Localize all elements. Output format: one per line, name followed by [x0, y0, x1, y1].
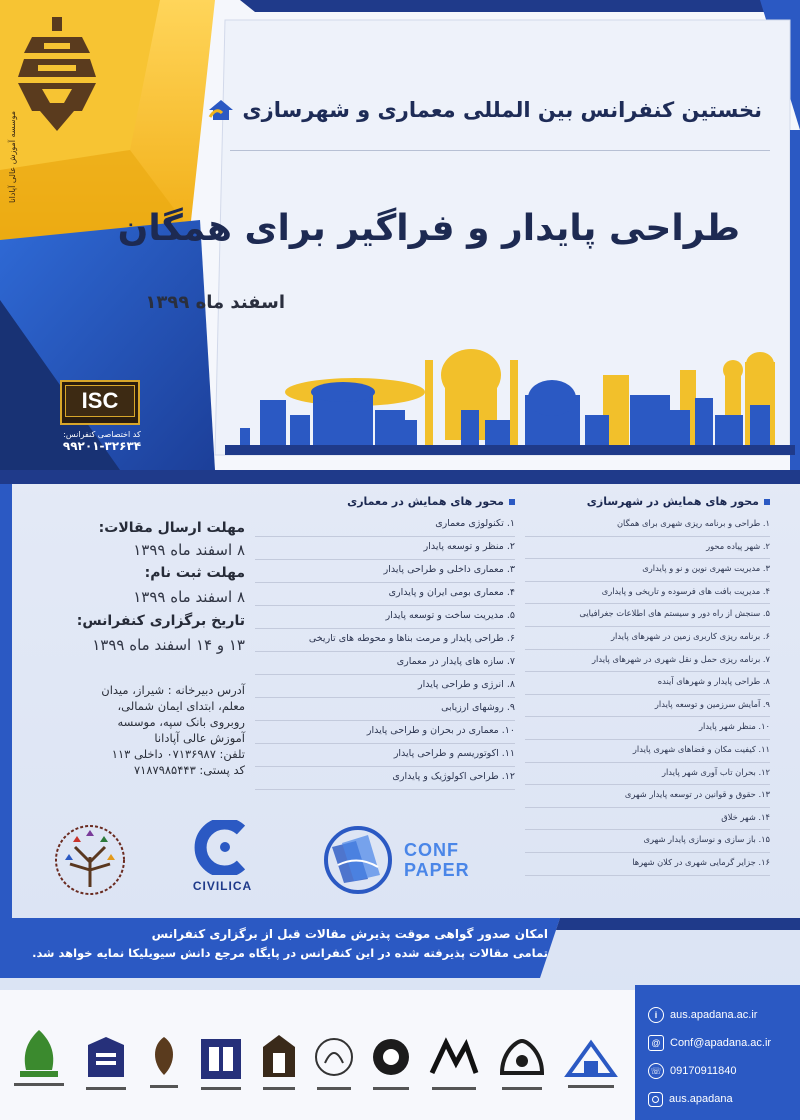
topic-item: ۸. طراحی پایدار و شهرهای آینده — [525, 672, 770, 695]
topic-item: ۶. طراحی پایدار و مرمت بناها و محوطه های تاریخی — [255, 629, 515, 652]
banner-line-2: تمامی مقالات پذیرفته شده در این کنفرانس در پایگاه مرجع دانش سیویلیکا نمایه خواهد شد. — [32, 946, 548, 960]
topic-item: ۱۶. جزایر گرمایی شهری در کلان شهرها — [525, 853, 770, 876]
conference-title: نخستین کنفرانس بین المللی معماری و شهرسازی — [242, 98, 762, 122]
left-accent-bar — [0, 484, 12, 924]
title-divider — [230, 150, 770, 151]
phone-line: تلفن: ۰۷۱۳۶۹۸۷ داخلی ۱۱۳ — [111, 747, 245, 761]
phone-row[interactable] — [648, 1059, 798, 1083]
conference-title-row — [202, 98, 762, 122]
bullet-icon — [764, 499, 770, 505]
theme-title: طراحی پایدار و فراگیر برای همگان — [117, 208, 740, 249]
architecture-heading: محور های همایش در معماری — [347, 495, 504, 508]
topic-item: ۷. برنامه ریزی حمل و نقل شهری در شهرهای پایدار — [525, 650, 770, 673]
civilica-logo: CIVILICA — [185, 820, 260, 900]
topic-item: ۳. مدیریت شهری نوین و نو و پایداری — [525, 559, 770, 582]
conference-date-value: ۱۳ و ۱۴ اسفند ماه ۱۳۹۹ — [92, 636, 245, 654]
topic-item: ۱۰. منظر شهر پایدار — [525, 717, 770, 740]
sponsor-logo-1 — [10, 1025, 68, 1095]
address-line: معلم، ابتدای ایمان شمالی، — [117, 699, 245, 713]
topic-item: ۵. سنجش از راه دور و سیستم های اطلاعات جغرافیایی — [525, 604, 770, 627]
sponsor-logo-4 — [197, 1033, 245, 1095]
urbanism-topics — [525, 495, 770, 876]
topic-item: ۹. روشهای ارزیابی — [255, 698, 515, 721]
house-icon — [208, 99, 234, 121]
urbanism-heading: محور های همایش در شهرسازی — [586, 495, 759, 508]
topic-item: ۱۰. معماری در بحران و طراحی پایدار — [255, 721, 515, 744]
phone-text: 09170911840 — [670, 1065, 737, 1077]
topic-item: ۷. سازه های پایدار در معماری — [255, 652, 515, 675]
submission-value: ۸ اسفند ماه ۱۳۹۹ — [133, 541, 245, 559]
topic-item: ۳. معماری داخلی و طراحی پایدار — [255, 560, 515, 583]
topic-item: ۱۵. باز سازی و نوسازی پایدار شهری — [525, 830, 770, 853]
topic-item: ۴. مدیریت بافت های فرسوده و تاریخی و پایداری — [525, 582, 770, 605]
paper-text: PAPER — [404, 860, 470, 880]
secretariat-address — [30, 682, 245, 778]
website-text: aus.apadana.ac.ir — [670, 1009, 758, 1021]
sponsor-logo-9 — [496, 1033, 548, 1095]
conf-paper-icon — [318, 825, 398, 895]
sponsor-logo-10 — [562, 1033, 620, 1095]
sponsor-logo-2 — [82, 1035, 130, 1095]
conf-text: CONF — [404, 840, 459, 860]
deadlines — [30, 518, 245, 658]
sponsor-logos — [10, 1015, 620, 1095]
topic-item: ۱۱. کیفیت مکان و فضاهای شهری پایدار — [525, 740, 770, 763]
topic-item: ۱۳. حقوق و قوانین در توسعه پایدار شهری — [525, 785, 770, 808]
email-icon: @ — [648, 1035, 664, 1051]
email-row[interactable] — [648, 1031, 798, 1055]
isc-logo: ISC — [60, 380, 140, 425]
address-line: آدرس دبیرخانه : شیراز، میدان — [101, 683, 245, 697]
info-icon: i — [648, 1007, 664, 1023]
sponsor-logo-3 — [144, 1033, 184, 1095]
instagram-row[interactable] — [648, 1087, 798, 1111]
topic-item: ۱۲. بحران تاب آوری شهر پایدار — [525, 763, 770, 786]
instagram-icon — [648, 1092, 663, 1107]
conf-paper-logo — [318, 820, 513, 900]
address-line: آموزش عالی آپادانا — [154, 731, 245, 745]
topic-item: ۲. شهر پیاده محور — [525, 537, 770, 560]
banner — [8, 925, 548, 963]
event-date: اسفند ماه ۱۳۹۹ — [145, 292, 285, 313]
topic-item: ۱. طراحی و برنامه ریزی شهری برای همگان — [525, 514, 770, 537]
conference-date-label: تاریخ برگزاری کنفرانس: — [76, 613, 245, 629]
banner-line-1: امکان صدور گواهی موقت پذیرش مقالات قبل از برگزاری کنفرانس — [151, 927, 548, 941]
city-skyline-illustration — [225, 340, 795, 455]
topic-item: ۴. معماری بومی ایران و پایداری — [255, 583, 515, 606]
topic-item: ۲. منظر و توسعه پایدار — [255, 537, 515, 560]
institute-name: موسسه آموزش عالی آپادانا — [8, 110, 17, 203]
section-divider-bar — [0, 470, 800, 484]
civilica-c-icon — [185, 820, 260, 875]
topic-item: ۶. برنامه ریزی کاربری زمین در شهرهای پایدار — [525, 627, 770, 650]
topic-item: ۵. مدیریت ساخت و توسعه پایدار — [255, 606, 515, 629]
bullet-icon — [509, 499, 515, 505]
institute-logo — [12, 15, 102, 135]
topic-item: ۹. آمایش سرزمین و توسعه پایدار — [525, 695, 770, 718]
address-line: روبروی بانک سپه، موسسه — [117, 715, 245, 729]
contact-list — [648, 1003, 798, 1111]
isc-code: کد اختصاصی کنفرانس: ۹۹۲۰۱-۳۲۶۳۴ — [62, 430, 142, 453]
email-text: Conf@apadana.ac.ir — [670, 1037, 772, 1049]
topic-item: ۱۴. شهر خلاق — [525, 808, 770, 831]
registration-label: مهلت ثبت نام: — [144, 565, 245, 581]
phone-icon: ☏ — [648, 1063, 664, 1079]
website-row[interactable] — [648, 1003, 798, 1027]
instagram-text: aus.apadana — [669, 1093, 733, 1105]
topic-item: ۱. تکنولوژی معماری — [255, 514, 515, 537]
topic-item: ۸. انرژی و طراحی پایدار — [255, 675, 515, 698]
topic-item: ۱۱. اکوتوریسم و طراحی پایدار — [255, 744, 515, 767]
sponsor-logo-5 — [259, 1033, 299, 1095]
submission-label: مهلت ارسال مقالات: — [98, 520, 245, 536]
sponsor-logo-7 — [369, 1033, 413, 1095]
postal-code-line: کد پستی: ۷۱۸۷۹۸۵۴۴۳ — [134, 763, 245, 777]
architecture-topics — [255, 495, 515, 790]
tree-logo — [45, 822, 135, 897]
sponsor-logo-8 — [426, 1033, 482, 1095]
topic-item: ۱۲. طراحی اکولوژیک و پایداری — [255, 767, 515, 790]
registration-value: ۸ اسفند ماه ۱۳۹۹ — [133, 588, 245, 606]
sponsor-logo-6 — [313, 1033, 355, 1095]
